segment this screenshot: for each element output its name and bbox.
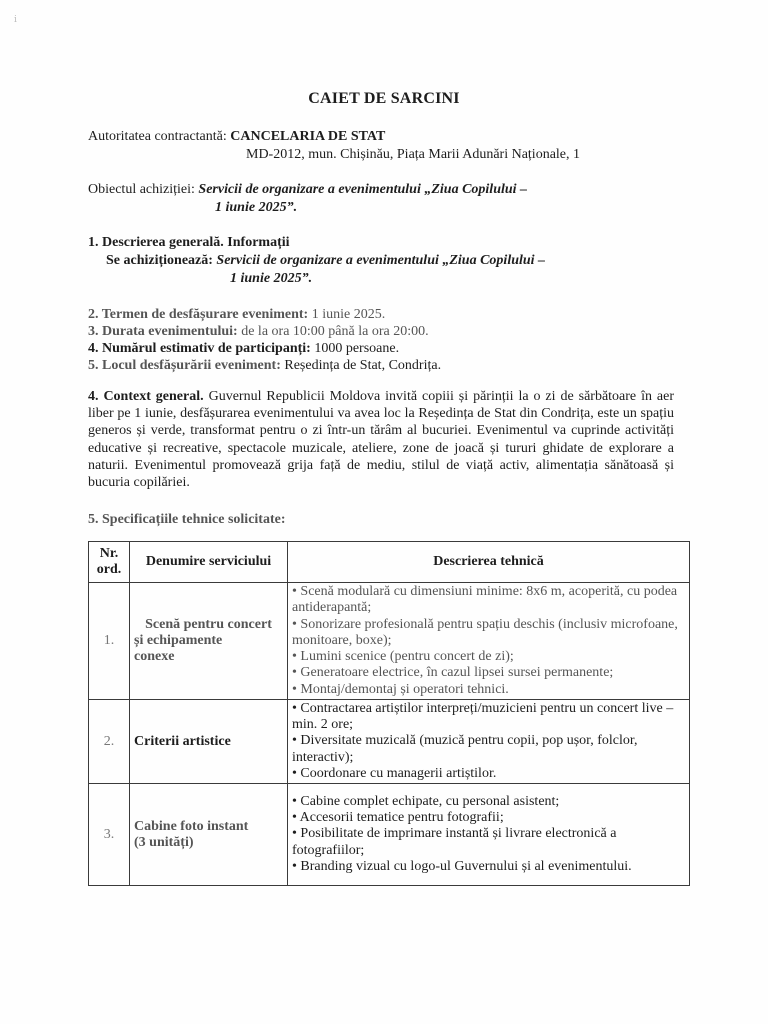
object-text-1: Servicii de organizare a evenimentului „Ziua Copilului – [198,182,528,197]
table-row [89,700,690,784]
detail-term: 2. Termen de desfășurare eveniment: 1 iunie 2025. [88,307,386,322]
authority-line [88,128,385,145]
object-line [88,181,527,198]
object-label: Obiectul achiziției: [88,182,195,197]
row-number: 2. [89,700,130,784]
list-item: • Branding vizual cu logo-ul Guvernului și al evenimentului. [292,858,632,874]
col-service: Denumire serviciului [130,542,288,583]
list-item: • Generatoare electrice, în cazul lipsei sursei permanente; [292,665,614,681]
acquisition-line [106,252,545,269]
context-text: Guvernul Republicii Moldova invită copiii și părinții la o zi de sărbătoare în aer liber pe 1 iunie, desfășurarea evenimentului va avea loc la Reședința de Stat din Condrița, este un spațiu generos și verde, transformat pentru o zi într-un tărâm al bucuriei. Evenimentul va cuprinde activități educative și recreative, spectacole muzicale, ateliere, zone de joacă și tururi ghidate de explorare a naturii. Evenimentul promovează grija față de mediu, stilul de viață activ, alimentația sănătoasă și bucuria copilăriei. [88,389,675,491]
list-item: • Cabine complet echipate, cu personal asistent; [292,793,560,809]
context-label: 4. Context general. [88,389,204,404]
service-description [288,583,690,700]
specs-heading: 5. Specificațiile tehnice solicitate: [88,512,286,527]
page-title: CAIET DE SARCINI [308,90,460,107]
list-item: • Contractarea artiștilor interpreți/muzicieni pentru un concert live – min. 2 ore; [292,700,674,733]
list-item: • Posibilitate de imprimare instantă și livrare electronică a fotografiilor; [292,826,617,858]
specs-table [88,541,690,886]
service-name: Scenă pentru concert și echipamente conexe [130,583,288,700]
authority-address: MD-2012, mun. Chișinău, Piața Marii Adunări Naționale, 1 [246,147,581,162]
col-description: Descrierea tehnică [288,542,690,583]
acquisition-text-1: Servicii de organizare a evenimentului „Ziua Copilului – [216,253,546,268]
list-item: • Sonorizare profesională pentru spațiu deschis (inclusiv microfoane, monitoare, boxe); [292,616,678,648]
table-header-row [89,542,690,583]
service-name: Criterii artistice [130,700,288,784]
col-nr: Nr. ord. [89,542,130,583]
object-text-2: 1 iunie 2025”. [215,200,298,215]
section1-heading: 1. Descrierea generală. Informații [88,235,290,250]
list-item: • Coordonare cu managerii artiștilor. [292,765,497,781]
detail-location: 5. Locul desfășurării eveniment: Reședința de Stat, Condrița. [88,358,442,373]
service-name: Cabine foto instant (3 unități) [130,784,288,886]
table-row [89,784,690,886]
context-paragraph [88,388,674,491]
service-description [288,784,690,886]
authority-name: CANCELARIA DE STAT [230,129,386,144]
acquisition-text-2: 1 iunie 2025”. [230,271,313,286]
row-number: 3. [89,784,130,886]
detail-participants: 4. Numărul estimativ de participanți: 1000 persoane. [88,341,400,356]
list-item: • Scenă modulară cu dimensiuni minime: 8x6 m, acoperită, cu podea antiderapantă; [292,583,678,616]
row-number: 1. [89,583,130,700]
list-item: • Lumini scenice (pentru concert de zi); [292,649,514,665]
list-item: • Accesorii tematice pentru fotografii; [292,810,504,826]
list-item: • Diversitate muzicală (muzică pentru copii, pop ușor, folclor, interactiv); [292,733,638,765]
service-description [288,700,690,784]
list-item: • Montaj/demontaj și operatori tehnici. [292,681,509,697]
table-row [89,583,690,700]
acquisition-label: Se achiziționează: [106,253,213,268]
authority-label: Autoritatea contractantă: [88,129,227,144]
detail-duration: 3. Durata evenimentului: de la ora 10:00 până la ora 20:00. [88,324,429,339]
scan-mark: ⅰ [14,14,17,24]
